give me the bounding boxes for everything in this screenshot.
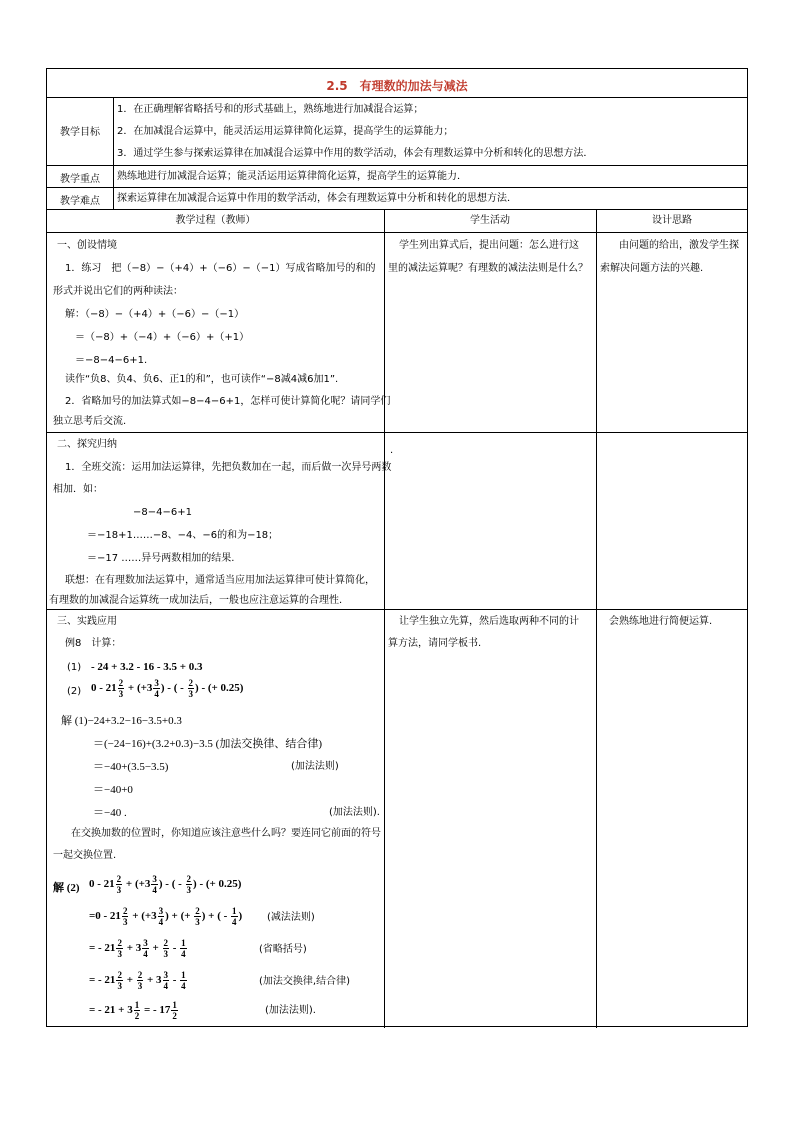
section1-heading: 一、创设情境 [57, 240, 117, 251]
difficulty-text: 探索运算律在加减混合运算中作用的数学活动，体会有理数运算中分析和转化的思想方法． [117, 193, 517, 204]
lesson-plan-table [46, 68, 748, 1027]
question-2-expression: 0 - 21 $\frac{2}{3}$ + (+3 $\frac{3}{4}$ ) - ( - $\frac{2}{3}$ ) - (+ 0.25) [91, 677, 244, 699]
solution1-note: (加法法则) [291, 761, 339, 772]
solution1-line: ＝−40+0 [93, 784, 133, 796]
section3-design: 会熟练地进行简便运算. [609, 616, 713, 627]
question-1-expression: - 24 + 3.2 - 16 - 3.5 + 0.3 [91, 661, 203, 673]
section3-student: 算方法，请同学板书. [388, 638, 482, 649]
difficulty-label: 教学难点 [60, 196, 100, 207]
solution2-note: (加法交换律,结合律) [259, 976, 350, 987]
section1-design: 索解决问题方法的兴趣. [600, 263, 704, 274]
example-label: 例8 计算： [65, 638, 122, 649]
section2-line: ＝−17 ……异号两数相加的结果. [87, 553, 235, 564]
section1-line: 读作“负8、负4、负6、正1的和”，也可读作“−8减4减6加1”. [65, 374, 339, 385]
solution2-label: 解 (2) [53, 882, 80, 894]
section1-line: 2．省略加号的加法算式如−8−4−6+1，怎样可使计算简化呢？请同学们 [65, 396, 391, 407]
section3-student: 让学生独立先算，然后选取两种不同的计 [399, 616, 579, 627]
remark-line: 一起交换位置. [53, 850, 117, 861]
solution2-note: (省略括号) [259, 944, 307, 955]
section2-line: 联想：在有理数加法运算中，通常适当应用加法运算律可使计算简化， [65, 575, 375, 586]
question-1-label: (1) [67, 662, 82, 673]
goal-item: 1．在正确理解省略括号和的形式基础上，熟练地进行加减混合运算； [117, 104, 424, 115]
solution1-line: ＝(−24−16)+(3.2+0.3)−3.5 (加法交换律、结合律) [93, 738, 322, 750]
remark-line: 在交换加数的位置时，你知道应该注意些什么吗？要连同它前面的符号 [71, 828, 381, 839]
goal-item: 3．通过学生参与探索运算律在加减混合运算中作用的数学活动，体会有理数运算中分析和转化的思想方法． [117, 148, 594, 159]
solution2-line: =0 - 21 $\frac{2}{3}$ + (+3 $\frac{3}{4}$ ) + (+ $\frac{2}{3}$ ) + ( - $\frac{1}{4}$ ) [89, 905, 243, 927]
key-label: 教学重点 [60, 174, 100, 185]
section2-line: 相加．如： [53, 484, 103, 495]
solution1-note: (加法法则). [329, 807, 380, 818]
question-2-label: (2) [67, 686, 82, 697]
solution2-note: (减法法则) [267, 912, 315, 923]
section2-line: ＝−18+1……−8、−4、−6的和为−18； [87, 530, 279, 541]
section1-line: ＝（−8）+（−4）+（−6）+（+1） [75, 332, 250, 343]
section3-heading: 三、实践应用 [57, 616, 117, 627]
solution1-line: 解 (1)−24+3.2−16−3.5+0.3 [61, 715, 182, 727]
section2-student-mark: . [390, 445, 394, 456]
goal-item: 2．在加减混合运算中，能灵活运用运算律简化运算，提高学生的运算能力； [117, 126, 454, 137]
solution2-line: = - 21 $\frac{2}{3}$ + $\frac{2}{3}$ + 3 $\frac{3}{4}$ - $\frac{1}{4}$ [89, 969, 186, 991]
key-text: 熟练地进行加减混合运算；能灵活运用运算律简化运算，提高学生的运算能力． [117, 171, 467, 182]
section1-student: 学生列出算式后，提出问题：怎么进行这 [399, 240, 579, 251]
section1-line: 形式并说出它们的两种读法： [53, 286, 183, 297]
header-student: 学生活动 [470, 215, 510, 226]
section1-design: 由问题的给出，激发学生探 [619, 240, 739, 251]
section1-student: 里的减法运算呢？有理数的减法法则是什么？ [388, 263, 588, 274]
section1-line: 解：（−8）−（+4）+（−6）−（−1） [65, 309, 245, 320]
solution2-line: = - 21 $\frac{2}{3}$ + 3 $\frac{3}{4}$ + $\frac{2}{3}$ - $\frac{1}{4}$ [89, 937, 186, 959]
section2-line: 有理数的加减混合运算统一成加法后，一般也应注意运算的合理性. [49, 595, 343, 606]
solution2-line: 0 - 21 $\frac{2}{3}$ + (+3 $\frac{3}{4}$ ) - ( - $\frac{2}{3}$ ) - (+ 0.25) [89, 873, 242, 895]
section2-line: 1．全班交流：运用加法运算律，先把负数加在一起，而后做一次异号两数 [65, 462, 392, 473]
section2-heading: 二、探究归纳 [57, 439, 117, 450]
section1-line: 1．练习 把（−8）−（+4）+（−6）−（−1）写成省略加号的和的 [65, 263, 376, 274]
solution2-note: (加法法则). [265, 1005, 316, 1016]
goals-label: 教学目标 [60, 127, 100, 138]
section2-line: −8−4−6+1 [133, 507, 192, 518]
page-title: 2.5 有理数的加法与减法 [326, 79, 468, 93]
solution1-line: ＝−40 . [93, 807, 127, 819]
section1-line: 独立思考后交流. [53, 416, 127, 427]
section1-line: ＝−8−4−6+1. [75, 355, 148, 366]
solution1-line: ＝−40+(3.5−3.5) [93, 761, 169, 773]
solution2-line: = - 21 + 3 $\frac{1}{2}$ = - 17 $\frac{1}{2}$ [89, 999, 177, 1021]
header-design: 设计思路 [652, 215, 692, 226]
header-process: 教学过程（教师） [175, 215, 256, 226]
